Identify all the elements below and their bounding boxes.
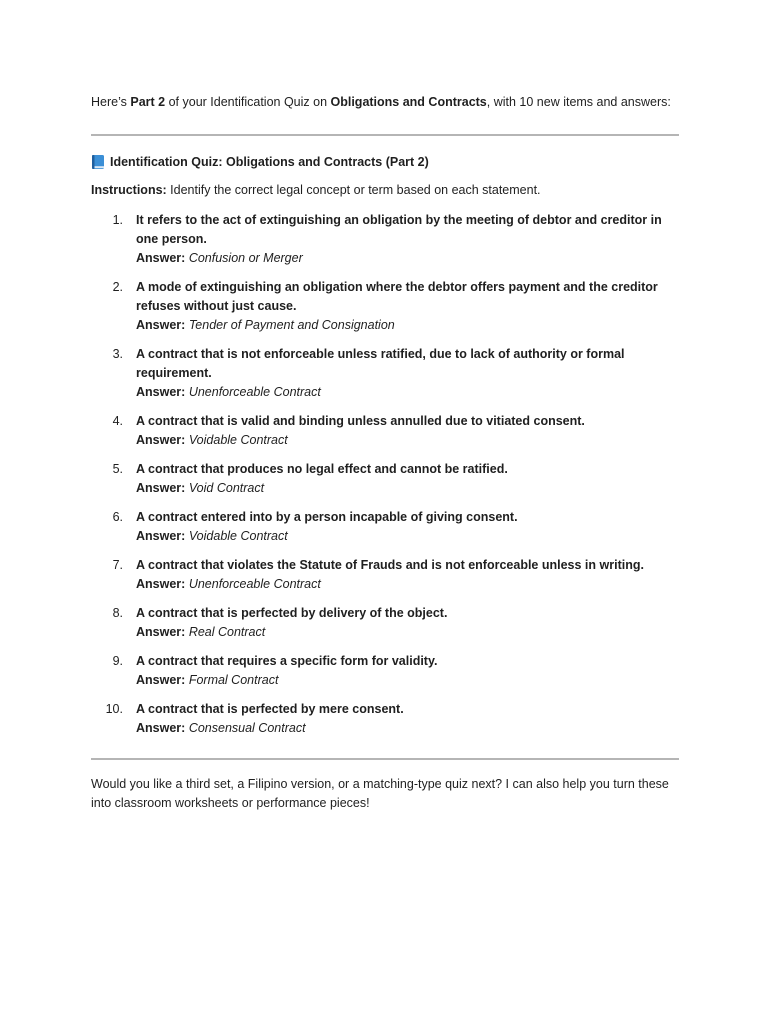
intro-post: , with 10 new items and answers: <box>486 95 671 109</box>
quiz-item-answer <box>136 575 681 594</box>
quiz-item <box>91 604 681 642</box>
quiz-item-question: A contract that requires a specific form for validity. <box>136 654 438 668</box>
book-icon <box>91 154 105 170</box>
answer-label: Answer: <box>136 529 186 543</box>
quiz-item-number: 3. <box>112 347 123 361</box>
divider-top <box>91 134 679 136</box>
quiz-item <box>91 700 681 738</box>
answer-value: Unenforceable Contract <box>188 577 321 591</box>
quiz-item-answer <box>136 527 681 546</box>
quiz-item-question: It refers to the act of extinguishing an obligation by the meeting of debtor and creditor in one person. <box>136 213 662 246</box>
answer-value: Formal Contract <box>188 673 279 687</box>
answer-value: Consensual Contract <box>188 721 306 735</box>
answer-value: Tender of Payment and Consignation <box>188 318 395 332</box>
quiz-item <box>91 460 681 498</box>
quiz-item <box>91 652 681 690</box>
answer-value: Void Contract <box>188 481 265 495</box>
quiz-item-question: A contract that is not enforceable unless ratified, due to lack of authority or formal requirement. <box>136 347 625 380</box>
quiz-item-answer <box>136 623 681 642</box>
answer-label: Answer: <box>136 433 186 447</box>
closing-paragraph: Would you like a third set, a Filipino version, or a matching-type quiz next? I can also help you turn these into classroom worksheets or performance pieces! <box>91 777 669 810</box>
quiz-item-question: A contract that is valid and binding unless annulled due to vitiated consent. <box>136 414 585 428</box>
quiz-item-number: 1. <box>112 213 123 227</box>
quiz-item <box>91 412 681 450</box>
answer-label: Answer: <box>136 721 186 735</box>
quiz-title <box>91 153 429 171</box>
answer-value: Confusion or Merger <box>188 251 303 265</box>
quiz-item-answer <box>136 249 681 268</box>
instructions-text: Identify the correct legal concept or term based on each statement. <box>166 183 541 197</box>
quiz-item-answer <box>136 431 681 450</box>
quiz-item-answer <box>136 316 681 335</box>
answer-label: Answer: <box>136 481 186 495</box>
answer-value: Unenforceable Contract <box>188 385 321 399</box>
quiz-item-number: 5. <box>112 462 123 476</box>
quiz-item-number: 10. <box>105 702 123 716</box>
quiz-item <box>91 211 681 268</box>
intro-topic: Obligations and Contracts <box>330 95 487 109</box>
quiz-item-question: A contract that is perfected by delivery of the object. <box>136 606 448 620</box>
divider-bottom <box>91 758 679 760</box>
answer-label: Answer: <box>136 577 186 591</box>
answer-label: Answer: <box>136 625 186 639</box>
quiz-item-number: 9. <box>112 654 123 668</box>
answer-label: Answer: <box>136 251 186 265</box>
instructions <box>91 182 541 199</box>
quiz-item-question: A contract entered into by a person incapable of giving consent. <box>136 510 518 524</box>
answer-value: Voidable Contract <box>188 433 288 447</box>
quiz-item-number: 6. <box>112 510 123 524</box>
quiz-title-text: Identification Quiz: Obligations and Contracts (Part 2) <box>110 155 429 169</box>
quiz-item-answer <box>136 719 681 738</box>
quiz-item-question: A mode of extinguishing an obligation where the debtor offers payment and the creditor refuses without just cause. <box>136 280 658 313</box>
instructions-label: Instructions: <box>91 183 167 197</box>
quiz-item-answer <box>136 479 681 498</box>
quiz-item-answer <box>136 671 681 690</box>
quiz-item-question: A contract that violates the Statute of Frauds and is not enforceable unless in writing. <box>136 558 644 572</box>
answer-value: Real Contract <box>188 625 266 639</box>
intro-paragraph <box>91 94 681 111</box>
answer-label: Answer: <box>136 318 186 332</box>
quiz-item <box>91 508 681 546</box>
quiz-item <box>91 556 681 594</box>
quiz-item-number: 7. <box>112 558 123 572</box>
quiz-item-question: A contract that is perfected by mere consent. <box>136 702 404 716</box>
intro-mid: of your Identification Quiz on <box>165 95 331 109</box>
quiz-item-number: 4. <box>112 414 123 428</box>
answer-value: Voidable Contract <box>188 529 288 543</box>
quiz-item-number: 2. <box>112 280 123 294</box>
answer-label: Answer: <box>136 673 186 687</box>
quiz-item-question: A contract that produces no legal effect and cannot be ratified. <box>136 462 508 476</box>
quiz-item <box>91 345 681 402</box>
answer-label: Answer: <box>136 385 186 399</box>
quiz-item-answer <box>136 383 681 402</box>
quiz-items-list <box>91 211 681 748</box>
intro-part: Part 2 <box>130 95 166 109</box>
quiz-item-number: 8. <box>112 606 123 620</box>
quiz-item <box>91 278 681 335</box>
intro-pre: Here’s <box>91 95 131 109</box>
